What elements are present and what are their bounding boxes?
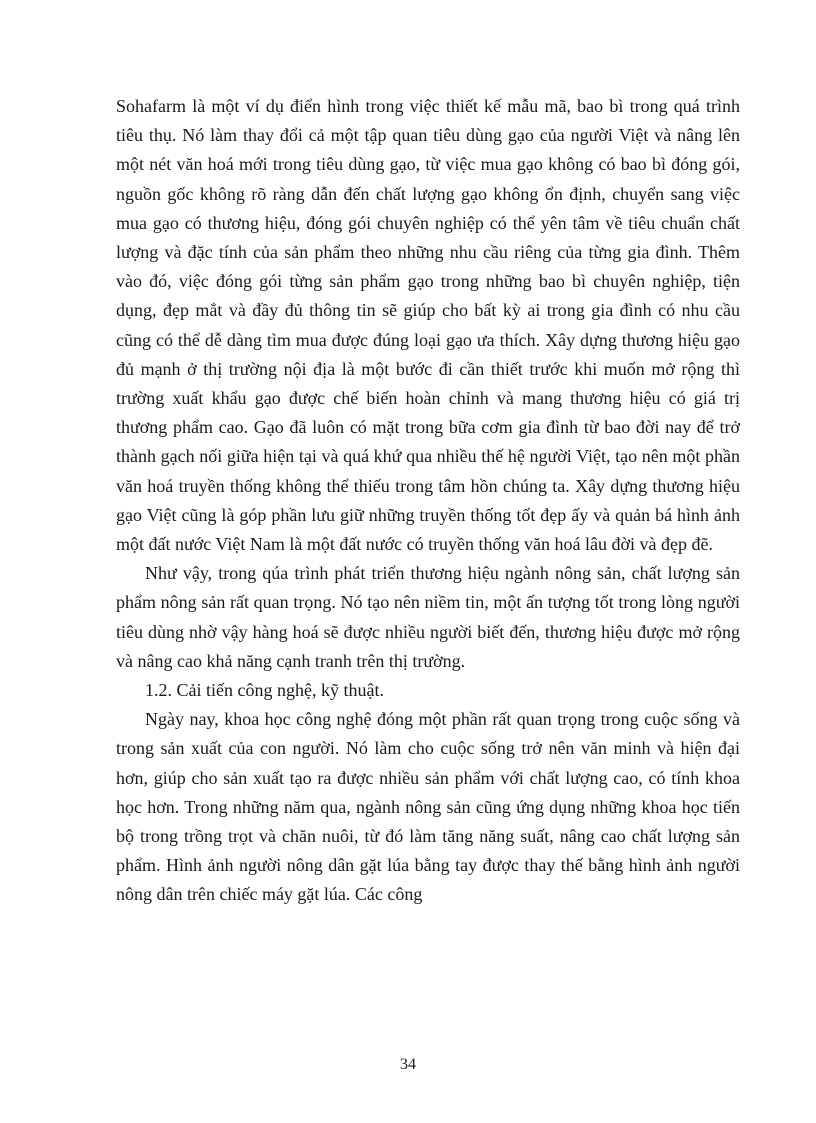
paragraph-technology: Ngày nay, khoa học công nghệ đóng một phần rất quan trọng trong cuộc sống và trong sản xuất của con người. Nó làm cho cuộc sống trở nên văn minh và hiện đại hơn, giúp cho sản xuất tạo ra được nhiều sản phẩm với chất lượng cao, có tính khoa học hơn. Trong những năm qua, ngành nông sản cũng ứng dụng những khoa học tiến bộ trong trồng trọt và chăn nuôi, từ đó làm tăng năng suất, nâng cao chất lượng sản phẩm. Hình ảnh người nông dân gặt lúa bằng tay được thay thế bằng hình ảnh người nông dân trên chiếc máy gặt lúa. Các công [116, 709, 740, 905]
body-text [116, 92, 740, 910]
paragraph-sohafarm: Sohafarm là một ví dụ điển hình trong việc thiết kế mẫu mã, bao bì trong quá trình tiêu thụ. Nó làm thay đổi cả một tập quan tiêu dùng gạo của người Việt và nâng lên một nét văn hoá mới trong tiêu dùng gạo, từ việc mua gạo không có bao bì đóng gói, nguồn gốc không rõ ràng dẫn đến chất lượng gạo không ổn định, chuyển sang việc mua gạo có thương hiệu, đóng gói chuyên nghiệp có thể yên tâm về tiêu chuẩn chất lượng và đặc tính của sản phẩm theo những nhu cầu riêng của từng gia đình. Thêm vào đó, việc đóng gói từng sản phẩm gạo trong những bao bì chuyên nghiệp, tiện dụng, đẹp mắt và đầy đủ thông tin sẽ giúp cho bất kỳ ai trong gia đình có nhu cầu cũng có thể dễ dàng tìm mua được đúng loại gạo ưa thích. Xây dựng thương hiệu gạo đủ mạnh ở thị trường nội địa là một bước đi cần thiết trước khi muốn mở rộng thì trường xuất khẩu gạo được chế biến hoàn chỉnh và mang thương hiệu có giá trị thương phẩm cao. Gạo đã luôn có mặt trong bữa cơm gia đình từ bao đời nay để trở thành gạch nối giữa hiện tại và quá khứ qua nhiều thế hệ người Việt, tạo nên một phần văn hoá truyền thống không thể thiếu trong tâm hồn chúng ta. Xây dựng thương hiệu gạo Việt cũng là góp phần lưu giữ những truyền thống tốt đẹp ấy và quản bá hình ảnh một đất nước Việt Nam là một đất nước có truyền thống văn hoá lâu đời và đẹp đẽ. [116, 96, 740, 555]
section-heading: 1.2. Cải tiến công nghệ, kỹ thuật. [145, 680, 384, 701]
paragraph-summary: Như vậy, trong qúa trình phát triển thương hiệu ngành nông sản, chất lượng sản phẩm nông sản rất quan trọng. Nó tạo nên niềm tin, một ấn tượng tốt trong lòng người tiêu dùng nhờ vậy hàng hoá sẽ được nhiều người biết đến, thương hiệu được mở rộng và nâng cao khả năng cạnh tranh trên thị trường. [116, 563, 740, 671]
page-number: 34 [400, 1056, 416, 1073]
